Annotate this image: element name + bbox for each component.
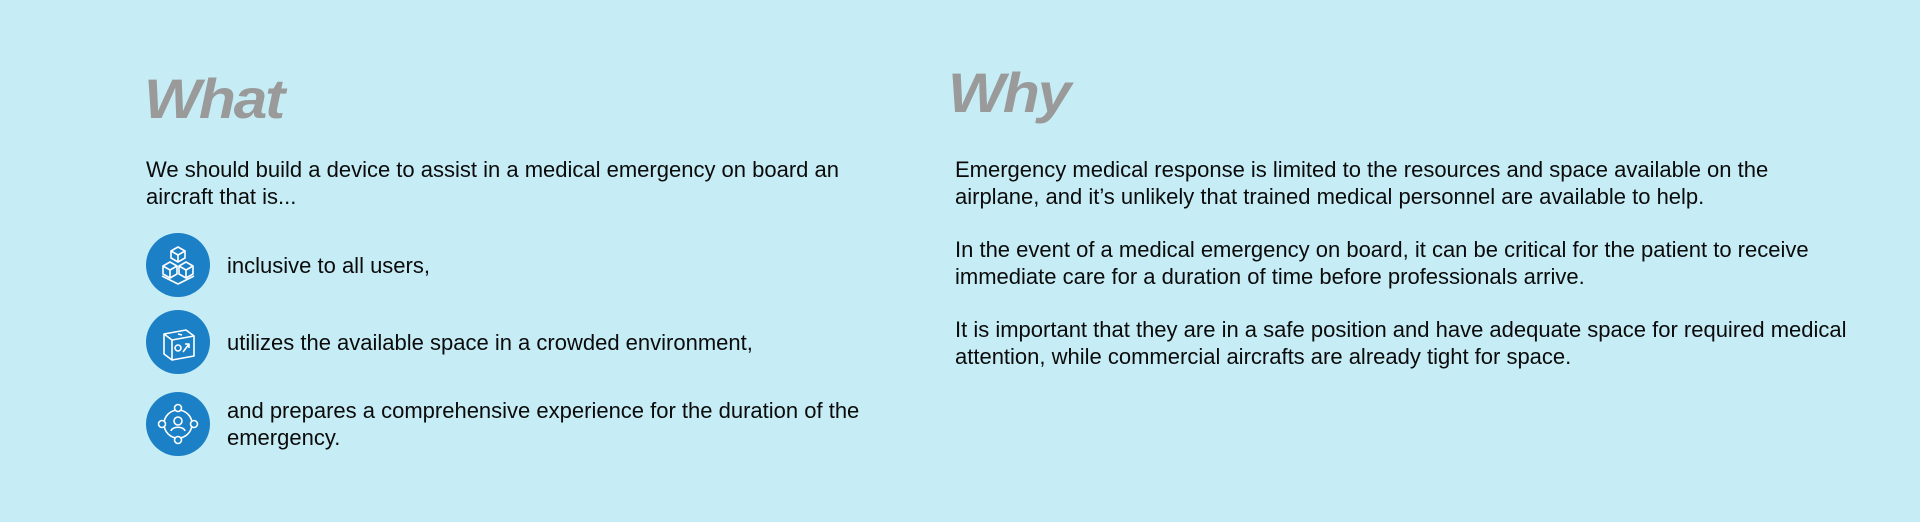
stacked-boxes-icon (146, 233, 210, 297)
list-item-text: inclusive to all users, (227, 252, 430, 278)
list-item (146, 392, 867, 456)
list-item-text: utilizes the available space in a crowded environment, (227, 329, 753, 355)
box-3d-icon (146, 310, 210, 374)
why-paragraph: Emergency medical response is limited to the resources and space available on the airplane, and it’s unlikely that trained medical personnel are available to help. (955, 157, 1769, 209)
why-heading: Why (948, 61, 1070, 124)
list-item (146, 310, 867, 374)
why-paragraph: It is important that they are in a safe position and have adequate space for required medical attention, while commercial aircrafts are already tight for space. (955, 317, 1847, 369)
why-paragraph: In the event of a medical emergency on board, it can be critical for the patient to receive immediate care for a duration of time before professionals arrive. (955, 237, 1809, 289)
list-item-text: and prepares a comprehensive experience for the duration of the emergency. (227, 398, 860, 450)
list-item (146, 233, 867, 297)
what-intro-text: We should build a device to assist in a medical emergency on board an aircraft that is... (146, 157, 839, 209)
what-heading: What (144, 67, 284, 130)
person-connections-icon (146, 392, 210, 456)
